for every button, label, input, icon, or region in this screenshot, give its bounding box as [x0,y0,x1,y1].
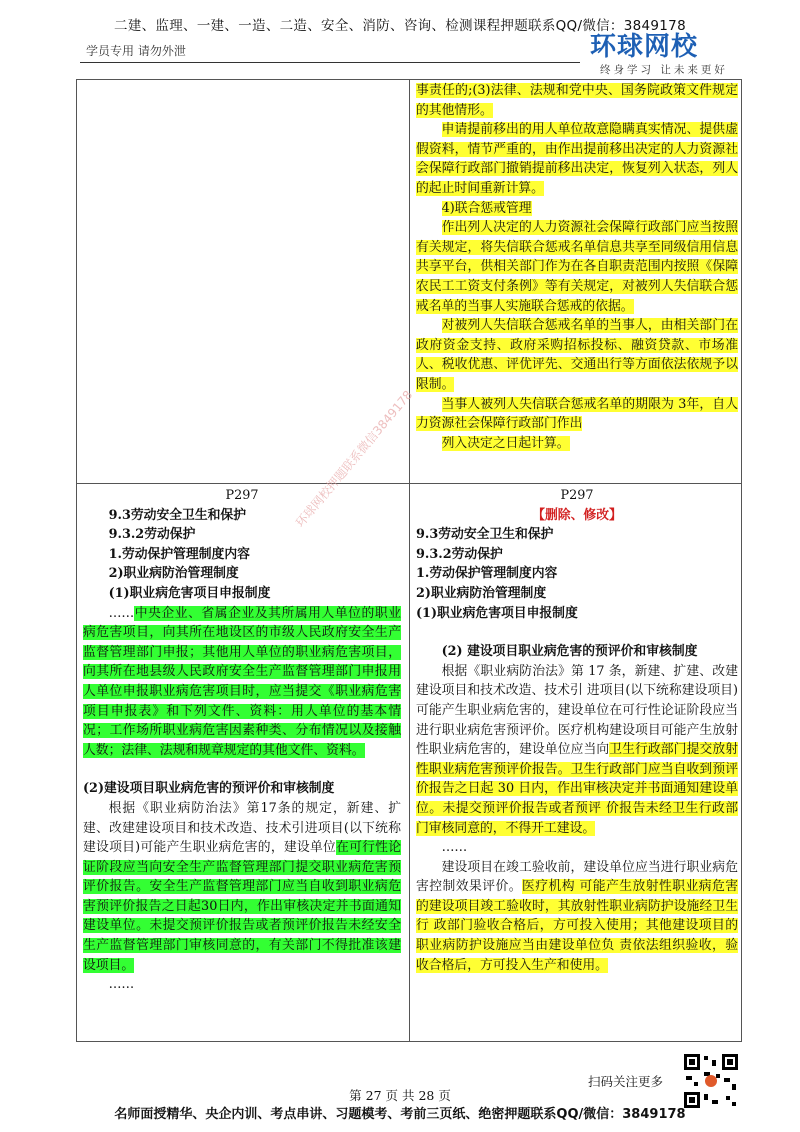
paragraph: 4)联合惩戒管理 [441,200,532,216]
section-heading: 9.3.2劳动保护 [108,527,196,543]
section-heading: 9.3.2劳动保护 [416,546,503,562]
page-number: 第 27 页 共 28 页 [349,1088,451,1103]
ellipsis: …… [108,977,135,993]
section-heading: (1)职业病危害项目申报制度 [416,605,578,621]
row-divider [77,483,741,484]
paragraph: 作出列人决定的人力资源社会保障行政部门应当按照有关规定，将失信联合惩戒名单信息共享至同级信用信息共享平台，供相关部门作为在各自职责范围内按照《保障农民工工资支付条例》等有关规定，对被列人失信联合惩戒名单的当事人实施联合惩戒的依据。 [416,220,738,314]
section-heading: (1)职业病危害项目申报制度 [108,585,271,601]
footer-contact-line: 名师面授精华、央企内训、考点串讲、习题模考、考前三页纸、绝密押题联系QQ/微信：3849178 [114,1107,686,1122]
paragraph: 根据《职业病防治法》第 17 条，新建、扩建、改建建设项目和技术改造、技术引 进项目(以下统称建设项目)可能产生职业病危害的，建设单位在可行性论证阶段应当 进行职业病危害预评价。医疗机构建设项目可能产生放射性职业病危害的，建设单位应当向卫生行政部门提交放射性职业病危害预评价报告。卫生行政部门应当自收到预评价报告之日起 30 日内，作出审核决定并书面通知建设单位。未提交预评价报告或者预评 价报告未经卫生行政部门审核同意的，不得开工建设。 [416,663,739,836]
paragraph: ……中央企业、省属企业及其所属用人单位的职业病危害项目，向其所在地设区的市级人民政府安全生产监督管理部门申报；其他用人单位的职业病危害项目，向其所在地县级人民政府安全生产监督管理部门申报用人单位申报职业病危害项目时，应当提交《职业病危害项目申报表》和下列文件、资料：用人单位的基本情况；工作场所职业病危害因素种类、分布情况以及接触人数；法律、法规和规章规定的其他文件、资料。 [83,605,401,758]
header-contact-line: 二建、监理、一建、一造、二造、安全、消防、咨询、检测课程押题联系QQ/微信：3849178 [114,18,686,34]
spacer [416,623,738,642]
logo-slogan: 终身学习 让未来更好 [600,64,728,76]
row1-right-cell [416,81,738,453]
paragraph: 根据《职业病防治法》第17条的规定，新建、扩建、改建建设项目和技术改造、技术引进项目(以下统称建设项目)可能产生职业病危害的，建设单位在可行性论证阶段应当向安全生产监督管理部门提交职业病危害预评价报告。安全生产监督管理部门应当自收到职业病危害预评价报告之日起30日内，作出审核决定并书面通知建设单位。未提交预评价报告或者预评价报告未经安全生产监督管理部门审核同意的，有关部门不得批准该建设项目。 [83,800,401,973]
page-reference: P297 [560,488,594,503]
section-heading: 9.3劳动安全卫生和保护 [416,527,554,543]
ellipsis: …… [441,840,468,856]
paragraph: 当事人被列人失信联合惩戒名单的期限为 3年，自人力资源社会保障行政部门作出 [416,396,738,432]
header-divider [80,62,580,63]
section-heading: 1.劳动保护管理制度内容 [108,546,250,562]
brand-logo [590,32,740,80]
column-divider [409,80,410,1041]
comparison-table [76,79,742,1042]
paragraph: 列入决定之日起计算。 [441,435,570,451]
section-heading: 9.3劳动安全卫生和保护 [108,507,247,523]
header-student-note: 学员专用 请勿外泄 [86,44,186,58]
logo-wordmark: 环球网校 [590,32,699,62]
section-heading: (2) 建设项目职业病危害的预评价和审核制度 [441,644,698,660]
row2-right-cell [416,486,738,975]
watermark-text: 环球网校押题联系微信3849178 [293,387,416,530]
section-heading: 1.劳动保护管理制度内容 [416,566,558,582]
paragraph: 事责任的;(3)法律、法规和党中央、国务院政策文件规定的其他情形。 [416,83,738,118]
spacer [83,760,401,779]
section-heading: 2)职业病防治管理制度 [108,566,239,582]
paragraph: 建设项目在竣工验收前，建设单位应当进行职业病危害控制效果评价。医疗机构 可能产生放射性职业病危害的建设项目竣工验收时，其放射性职业病防护设施经卫生行 政部门验收合格后，方可投入使用；其他建设项目的职业病防护设施应当由建设单位负 责依法组织验收，验收合格后，方可投入生产和使用。 [416,859,739,973]
row2-left-cell [83,486,401,995]
page-reference: P297 [225,488,259,503]
paragraph: 对被列人失信联合惩戒名单的当事人，由相关部门在政府资金支持、政府采购招标投标、融资贷款、市场准人、税收优惠、评优评先、交通出行等方面依法依规予以限制。 [416,318,738,392]
section-heading: 2)职业病防治管理制度 [416,585,547,601]
section-heading: (2)建设项目职业病危害的预评价和审核制度 [83,781,335,797]
change-tag: 【删除、修改】 [532,507,622,523]
paragraph: 申请提前移出的用人单位故意隐瞒真实情况、提供虚假资料，情节严重的，由作出提前移出决定的人力资源社会保障行政部门撤销提前移出决定，恢复列入状态，列人的起止时间重新计算。 [416,122,738,196]
scan-prompt: 扫码关注更多 [588,1074,664,1089]
